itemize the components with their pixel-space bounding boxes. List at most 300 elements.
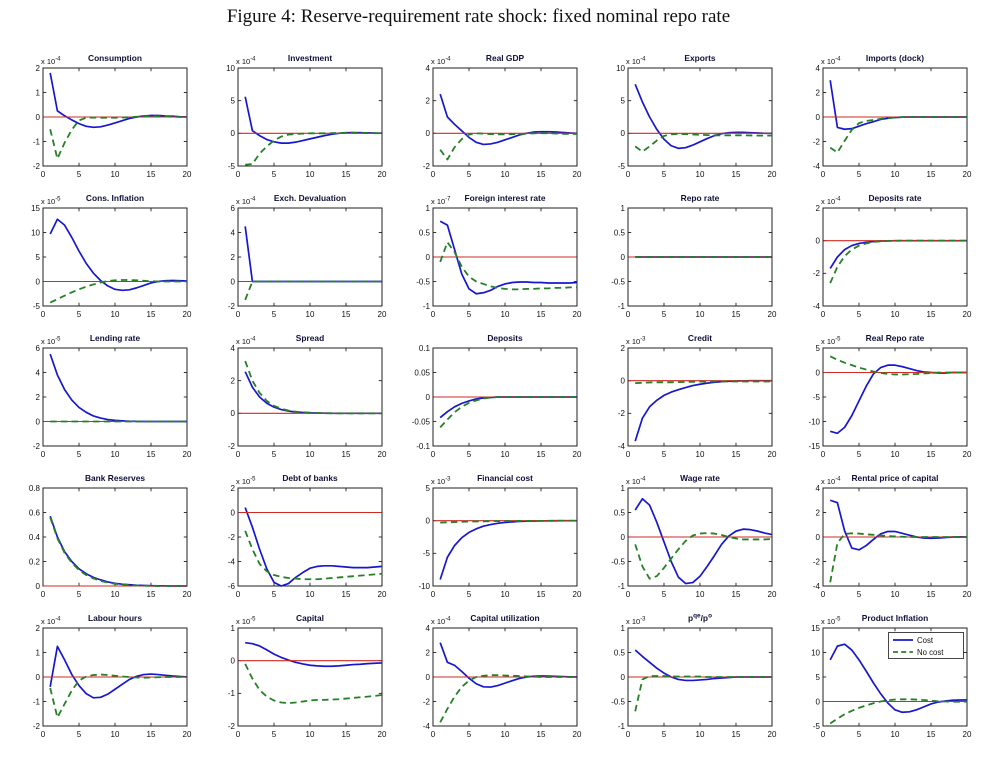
x-tick-label: 0	[625, 730, 631, 739]
plot-financial-cost	[402, 468, 597, 608]
x-tick-label: 0	[430, 310, 436, 319]
y-tick-label: 2	[620, 343, 625, 353]
x-tick-label: 15	[341, 450, 351, 459]
y-tick-label: 4	[815, 483, 820, 493]
y-tick-label: 0	[35, 417, 40, 427]
x-tick-label: 0	[820, 450, 826, 459]
y-tick-label: -0.05	[411, 417, 430, 427]
subplot-title: $p^{qe}/p^o$	[688, 612, 712, 623]
subplot-title: Capital utilization	[470, 613, 540, 623]
y-exponent-label: x $10^{-4}$	[821, 196, 841, 206]
y-tick-label: -0.5	[611, 697, 625, 707]
x-tick-label: 0	[40, 590, 46, 599]
y-tick-label: 0	[620, 672, 625, 682]
y-tick-label: 4	[35, 368, 40, 378]
x-tick-label: 0	[625, 170, 631, 179]
x-tick-label: 0	[430, 590, 436, 599]
y-tick-label: 10	[616, 63, 625, 73]
subplot-investment	[207, 48, 402, 188]
y-tick-label: -4	[812, 581, 820, 591]
plot-exports	[597, 48, 792, 188]
y-tick-label: -6	[227, 581, 235, 591]
x-tick-label: 5	[466, 590, 472, 599]
y-exponent-label: x $10^{-3}$	[626, 616, 646, 626]
x-tick-label: 5	[271, 590, 277, 599]
y-exponent-label: x $10^{-4}$	[236, 336, 256, 346]
plot-deposits	[402, 328, 597, 468]
y-tick-label: -1	[32, 697, 40, 707]
subplot-title: Wage rate	[680, 473, 720, 483]
x-tick-label: 20	[767, 730, 777, 739]
y-tick-label: 4	[425, 63, 430, 73]
x-tick-label: 5	[856, 450, 862, 459]
x-tick-label: 20	[377, 590, 387, 599]
y-tick-label: 0	[620, 129, 625, 139]
y-tick-label: 1	[620, 483, 625, 493]
x-tick-label: 10	[305, 730, 315, 739]
y-exponent-label: x $10^{-4}$	[626, 476, 646, 486]
y-tick-label: 2	[230, 252, 235, 262]
y-tick-label: 5	[620, 96, 625, 106]
x-tick-label: 15	[926, 450, 936, 459]
x-tick-label: 15	[731, 590, 741, 599]
plot-cons-inflation	[12, 188, 207, 328]
y-tick-label: 2	[815, 508, 820, 518]
subplot-title: Repo rate	[680, 193, 720, 203]
y-tick-label: 5	[425, 483, 430, 493]
y-tick-label: 0	[230, 409, 235, 419]
y-tick-label: -2	[812, 557, 820, 567]
x-tick-label: 5	[661, 730, 667, 739]
x-tick-label: 20	[182, 170, 192, 179]
y-tick-label: 5	[230, 96, 235, 106]
subplot-title: Real Repo rate	[865, 333, 925, 343]
y-tick-label: 0.5	[613, 228, 625, 238]
y-tick-label: 1	[425, 203, 430, 213]
y-tick-label: 5	[815, 343, 820, 353]
x-tick-label: 20	[767, 170, 777, 179]
x-tick-label: 15	[146, 450, 156, 459]
y-exponent-label: x $10^{-4}$	[41, 616, 61, 626]
subplot-cons-inflation	[12, 188, 207, 328]
plot-imports-dock	[792, 48, 987, 188]
y-tick-label: 6	[230, 203, 235, 213]
x-tick-label: 10	[890, 730, 900, 739]
x-tick-label: 5	[271, 450, 277, 459]
y-tick-label: 10	[31, 228, 40, 238]
y-exponent-label: x $10^{-4}$	[821, 476, 841, 486]
x-tick-label: 5	[856, 730, 862, 739]
y-tick-label: -15	[808, 441, 820, 451]
x-tick-label: 5	[76, 590, 82, 599]
x-tick-label: 5	[661, 310, 667, 319]
y-tick-label: 1	[35, 88, 40, 98]
y-tick-label: -4	[812, 161, 820, 171]
x-tick-label: 15	[146, 310, 156, 319]
x-tick-label: 15	[926, 310, 936, 319]
plot-bank-reserves	[12, 468, 207, 608]
x-tick-label: 0	[430, 450, 436, 459]
x-tick-label: 10	[110, 310, 120, 319]
x-tick-label: 20	[572, 590, 582, 599]
x-tick-label: 10	[305, 450, 315, 459]
plot-credit	[597, 328, 792, 468]
subplot-rental-price-of-capital	[792, 468, 987, 608]
y-tick-label: 1	[230, 623, 235, 633]
plot-lending-rate	[12, 328, 207, 468]
y-exponent-label: x $10^{-4}$	[821, 56, 841, 66]
plot-product-inflation	[792, 608, 987, 748]
subplot-spread	[207, 328, 402, 468]
x-tick-label: 0	[40, 730, 46, 739]
subplot-foreign-interest-rate	[402, 188, 597, 328]
x-tick-label: 10	[695, 730, 705, 739]
y-tick-label: 0	[620, 376, 625, 386]
y-tick-label: 10	[226, 63, 235, 73]
subplot-lending-rate	[12, 328, 207, 468]
x-tick-label: 10	[110, 170, 120, 179]
plot-deposits-rate	[792, 188, 987, 328]
axes-box	[433, 488, 577, 586]
y-tick-label: -2	[32, 721, 40, 731]
x-tick-label: 20	[377, 450, 387, 459]
y-tick-label: -2	[227, 721, 235, 731]
x-tick-label: 20	[377, 730, 387, 739]
x-tick-label: 10	[890, 310, 900, 319]
x-tick-label: 15	[341, 170, 351, 179]
y-tick-label: -5	[227, 161, 235, 171]
plot-exch-devaluation	[207, 188, 402, 328]
subplot-real-repo-rate	[792, 328, 987, 468]
x-tick-label: 10	[500, 310, 510, 319]
subplot-title: Rental price of capital	[851, 473, 939, 483]
axes-box	[238, 628, 382, 726]
x-tick-label: 5	[856, 170, 862, 179]
y-tick-label: 4	[815, 63, 820, 73]
y-tick-label: -4	[812, 301, 820, 311]
x-tick-label: 20	[182, 310, 192, 319]
y-tick-label: -1	[617, 581, 625, 591]
legend-label-cost: Cost	[917, 636, 934, 645]
y-tick-label: 0	[620, 252, 625, 262]
plot-repo-rate	[597, 188, 792, 328]
axes-box	[43, 348, 187, 446]
y-tick-label: 0	[230, 129, 235, 139]
y-tick-label: -2	[227, 301, 235, 311]
y-tick-label: 15	[31, 203, 40, 213]
axes-box	[238, 68, 382, 166]
y-tick-label: -2	[227, 441, 235, 451]
y-tick-label: 1	[620, 623, 625, 633]
x-tick-label: 15	[926, 730, 936, 739]
y-tick-label: -2	[422, 161, 430, 171]
x-tick-label: 10	[500, 590, 510, 599]
subplot-deposits-rate	[792, 188, 987, 328]
y-tick-label: -1	[422, 301, 430, 311]
plot-real-repo-rate	[792, 328, 987, 468]
plot-p-qe-p-o	[597, 608, 792, 748]
subplot-title: Exports	[684, 53, 716, 63]
y-tick-label: 0	[815, 697, 820, 707]
subplot-bank-reserves	[12, 468, 207, 608]
y-exponent-label: x $10^{-5}$	[41, 196, 61, 206]
y-tick-label: 2	[35, 63, 40, 73]
y-tick-label: 0	[425, 392, 430, 402]
y-tick-label: 0.2	[28, 557, 40, 567]
y-tick-label: -2	[227, 532, 235, 542]
y-exponent-label: x $10^{-5}$	[821, 336, 841, 346]
x-tick-label: 20	[962, 170, 972, 179]
x-tick-label: 5	[661, 170, 667, 179]
x-tick-label: 10	[890, 590, 900, 599]
x-tick-label: 20	[767, 310, 777, 319]
x-tick-label: 20	[572, 170, 582, 179]
y-tick-label: 5	[35, 252, 40, 262]
subplot-title: Credit	[687, 333, 713, 343]
x-tick-label: 0	[40, 310, 46, 319]
x-tick-label: 0	[235, 730, 241, 739]
subplot-title: Deposits	[487, 333, 523, 343]
y-tick-label: -1	[617, 301, 625, 311]
axes-box	[433, 68, 577, 166]
subplot-product-inflation	[792, 608, 987, 748]
y-tick-label: 0	[425, 672, 430, 682]
subplot-title: Financial cost	[477, 473, 533, 483]
x-tick-label: 20	[572, 450, 582, 459]
x-tick-label: 20	[377, 310, 387, 319]
y-exponent-label: x $10^{-5}$	[41, 336, 61, 346]
y-tick-label: 0	[35, 581, 40, 591]
subplot-exch-devaluation	[207, 188, 402, 328]
x-tick-label: 20	[182, 730, 192, 739]
subplot-title: Bank Reserves	[84, 473, 146, 483]
x-tick-label: 5	[271, 730, 277, 739]
x-tick-label: 20	[962, 730, 972, 739]
x-tick-label: 15	[146, 730, 156, 739]
y-tick-label: -0.5	[416, 277, 430, 287]
x-tick-label: 0	[625, 450, 631, 459]
y-tick-label: 0	[815, 532, 820, 542]
y-tick-label: 2	[35, 392, 40, 402]
x-tick-label: 0	[430, 730, 436, 739]
y-tick-label: 0	[815, 368, 820, 378]
y-exponent-label: x $10^{-4}$	[236, 196, 256, 206]
y-exponent-label: x $10^{-4}$	[626, 56, 646, 66]
y-exponent-label: x $10^{-5}$	[236, 476, 256, 486]
x-tick-label: 20	[767, 590, 777, 599]
x-tick-label: 10	[500, 450, 510, 459]
y-tick-label: 2	[35, 623, 40, 633]
y-tick-label: 2	[815, 203, 820, 213]
x-tick-label: 20	[962, 590, 972, 599]
x-tick-label: 15	[536, 730, 546, 739]
y-tick-label: 0.5	[418, 228, 430, 238]
plot-rental-price-of-capital	[792, 468, 987, 608]
y-exponent-label: x $10^{-5}$	[236, 616, 256, 626]
plot-real-gdp	[402, 48, 597, 188]
x-tick-label: 20	[572, 730, 582, 739]
y-tick-label: 2	[425, 96, 430, 106]
x-tick-label: 15	[926, 170, 936, 179]
subplot-exports	[597, 48, 792, 188]
subplot-wage-rate	[597, 468, 792, 608]
subplot-title: Labour hours	[88, 613, 142, 623]
y-tick-label: -2	[32, 441, 40, 451]
y-tick-label: 4	[425, 623, 430, 633]
x-tick-label: 15	[536, 170, 546, 179]
subplot-capital-utilization	[402, 608, 597, 748]
x-tick-label: 15	[536, 450, 546, 459]
x-tick-label: 0	[235, 450, 241, 459]
x-tick-label: 0	[235, 590, 241, 599]
x-tick-label: 15	[536, 310, 546, 319]
x-tick-label: 10	[110, 730, 120, 739]
subplot-imports-dock	[792, 48, 987, 188]
legend-label-no-cost: No cost	[917, 648, 944, 657]
y-exponent-label: x $10^{-4}$	[41, 56, 61, 66]
y-tick-label: 2	[815, 88, 820, 98]
y-tick-label: 0.1	[418, 343, 430, 353]
y-tick-label: 0.5	[613, 508, 625, 518]
subplot-title: Debt of banks	[282, 473, 338, 483]
y-tick-label: -4	[617, 441, 625, 451]
plot-investment	[207, 48, 402, 188]
y-tick-label: -1	[617, 721, 625, 731]
axes-box	[43, 488, 187, 586]
x-tick-label: 5	[856, 590, 862, 599]
x-tick-label: 20	[182, 450, 192, 459]
axes-box	[823, 208, 967, 306]
plot-capital	[207, 608, 402, 748]
x-tick-label: 10	[110, 590, 120, 599]
subplot-debt-of-banks	[207, 468, 402, 608]
y-tick-label: -5	[617, 161, 625, 171]
x-tick-label: 5	[466, 170, 472, 179]
x-tick-label: 5	[466, 730, 472, 739]
x-tick-label: 5	[76, 170, 82, 179]
x-tick-label: 0	[40, 450, 46, 459]
figure-title: Figure 4: Reserve-requirement rate shock: fixed nominal repo rate	[226, 6, 731, 27]
axes-box	[238, 208, 382, 306]
y-tick-label: -0.1	[416, 441, 430, 451]
x-tick-label: 15	[926, 590, 936, 599]
y-tick-label: -0.5	[611, 557, 625, 567]
plot-labour-hours	[12, 608, 207, 748]
y-tick-label: 0	[230, 508, 235, 518]
x-tick-label: 10	[110, 450, 120, 459]
x-tick-label: 5	[271, 170, 277, 179]
x-tick-label: 15	[731, 450, 741, 459]
subplot-capital	[207, 608, 402, 748]
y-tick-label: 2	[230, 483, 235, 493]
subplot-title: Exch. Devaluation	[273, 193, 347, 203]
x-tick-label: 0	[820, 590, 826, 599]
axes-box	[238, 488, 382, 586]
x-tick-label: 0	[235, 170, 241, 179]
x-tick-label: 5	[76, 730, 82, 739]
y-tick-label: -10	[808, 417, 820, 427]
y-tick-label: 0.4	[28, 532, 40, 542]
subplot-real-gdp	[402, 48, 597, 188]
x-tick-label: 15	[731, 170, 741, 179]
y-tick-label: -5	[32, 301, 40, 311]
y-tick-label: 0.5	[613, 648, 625, 658]
x-tick-label: 20	[377, 170, 387, 179]
x-tick-label: 10	[695, 590, 705, 599]
x-tick-label: 5	[856, 310, 862, 319]
x-tick-label: 15	[341, 310, 351, 319]
plot-spread	[207, 328, 402, 468]
y-tick-label: 0	[35, 672, 40, 682]
subplot-title: Foreign interest rate	[464, 193, 546, 203]
x-tick-label: 10	[695, 310, 705, 319]
y-tick-label: 1	[620, 203, 625, 213]
y-tick-label: 2	[425, 648, 430, 658]
subplot-title: Spread	[295, 333, 325, 343]
y-tick-label: 0	[425, 252, 430, 262]
x-tick-label: 15	[341, 590, 351, 599]
y-exponent-label: x $10^{-3}$	[431, 476, 451, 486]
y-tick-label: -1	[227, 689, 235, 699]
x-tick-label: 15	[146, 170, 156, 179]
y-tick-label: -2	[812, 137, 820, 147]
x-tick-label: 0	[625, 590, 631, 599]
y-exponent-label: x $10^{-4}$	[236, 56, 256, 66]
y-exponent-label: x $10^{-4}$	[431, 616, 451, 626]
y-tick-label: 0	[35, 112, 40, 122]
y-tick-label: -2	[812, 269, 820, 279]
y-exponent-label: x $10^{-3}$	[626, 336, 646, 346]
y-tick-label: 1	[35, 648, 40, 658]
y-tick-label: 5	[815, 672, 820, 682]
subplot-labour-hours	[12, 608, 207, 748]
y-tick-label: -0.5	[611, 277, 625, 287]
y-tick-label: -2	[617, 409, 625, 419]
subplot-p-qe-p-o	[597, 608, 792, 748]
y-tick-label: -4	[227, 557, 235, 567]
y-exponent-label: x $10^{-4}$	[431, 56, 451, 66]
subplot-title: Real GDP	[485, 53, 525, 63]
y-tick-label: 0	[230, 656, 235, 666]
subplot-title: Deposits rate	[868, 193, 922, 203]
x-tick-label: 0	[820, 170, 826, 179]
subplot-title: Lending rate	[89, 333, 141, 343]
y-tick-label: -2	[32, 161, 40, 171]
plot-capital-utilization	[402, 608, 597, 748]
x-tick-label: 10	[500, 730, 510, 739]
y-exponent-label: x $10^{-5}$	[821, 616, 841, 626]
x-tick-label: 10	[890, 170, 900, 179]
y-tick-label: 6	[35, 343, 40, 353]
y-tick-label: -5	[812, 721, 820, 731]
subplot-title: Investment	[287, 53, 333, 63]
y-tick-label: -1	[32, 137, 40, 147]
subplot-title: Imports (dock)	[865, 53, 925, 63]
y-tick-label: -10	[418, 581, 430, 591]
subplot-title: Product Inflation	[861, 613, 929, 623]
x-tick-label: 10	[890, 450, 900, 459]
x-tick-label: 15	[731, 310, 741, 319]
y-exponent-label: x $10^{-7}$	[431, 196, 451, 206]
x-tick-label: 15	[536, 590, 546, 599]
x-tick-label: 20	[767, 450, 777, 459]
x-tick-label: 15	[146, 590, 156, 599]
y-tick-label: 0	[230, 277, 235, 287]
x-tick-label: 20	[962, 450, 972, 459]
subplot-credit	[597, 328, 792, 468]
y-tick-label: -5	[812, 392, 820, 402]
plot-debt-of-banks	[207, 468, 402, 608]
